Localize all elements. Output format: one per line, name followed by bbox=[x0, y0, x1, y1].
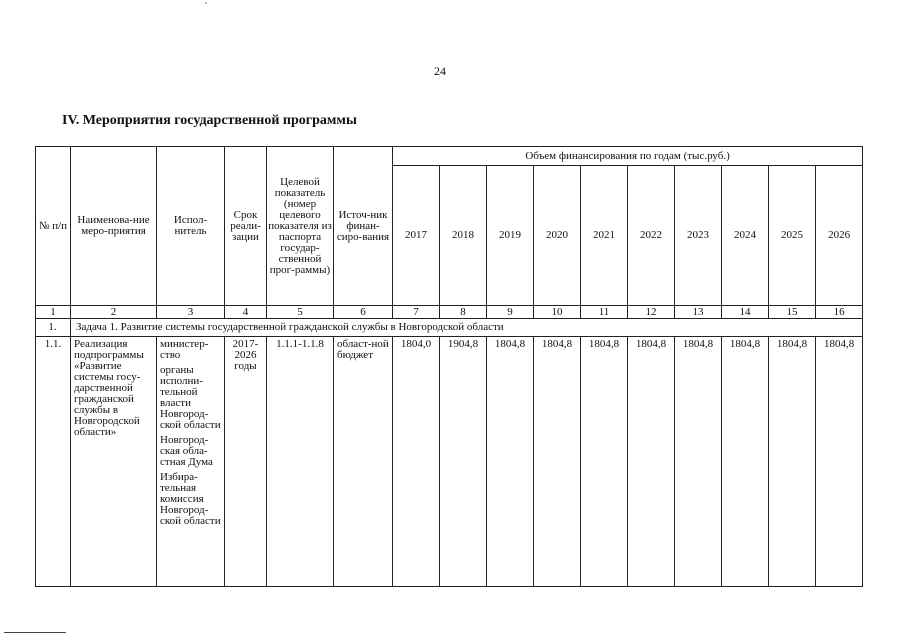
header-target-indicator: Целевой показатель (номер целевого показателя из паспорта государ-ственной прог-раммы) bbox=[267, 147, 334, 306]
header-year: 2026 bbox=[816, 166, 863, 306]
funding-2026: 1804,8 bbox=[816, 337, 863, 587]
header-year: 2023 bbox=[675, 166, 722, 306]
header-year: 2020 bbox=[534, 166, 581, 306]
scan-artifact-line bbox=[4, 632, 66, 633]
header-year: 2021 bbox=[581, 166, 628, 306]
funding-2021: 1804,8 bbox=[581, 337, 628, 587]
header-year: 2022 bbox=[628, 166, 675, 306]
task-number: 1. bbox=[36, 319, 71, 337]
header-year: 2024 bbox=[722, 166, 769, 306]
header-year: 2018 bbox=[440, 166, 487, 306]
executor-item: Новгород-ская обла-стная Дума bbox=[160, 434, 213, 468]
column-number: 15 bbox=[769, 306, 816, 319]
section-heading: IV. Мероприятия государственной программы bbox=[62, 113, 357, 128]
column-number: 4 bbox=[225, 306, 267, 319]
executor-item: Избира-тельная комиссия Новгород-ской области bbox=[160, 471, 221, 527]
implementation-term: 2017-2026 годы bbox=[225, 337, 267, 587]
row-number: 1.1. bbox=[36, 337, 71, 587]
funding-2023: 1804,8 bbox=[675, 337, 722, 587]
column-number: 8 bbox=[440, 306, 487, 319]
column-number: 3 bbox=[157, 306, 225, 319]
header-measure-name: Наименова-ние меро-приятия bbox=[71, 147, 157, 306]
header-year: 2019 bbox=[487, 166, 534, 306]
column-number: 6 bbox=[334, 306, 393, 319]
measure-name: Реализация подпрограммы «Развитие системы госу-дарственной гражданской службы в Новгородской области» bbox=[71, 337, 157, 587]
header-funding-group: Объем финансирования по годам (тыс.руб.) bbox=[393, 147, 863, 166]
column-number: 1 bbox=[36, 306, 71, 319]
executor-item: органы исполни-тельной власти Новгород-ской области bbox=[160, 364, 221, 431]
funding-2020: 1804,8 bbox=[534, 337, 581, 587]
funding-2019: 1804,8 bbox=[487, 337, 534, 587]
column-number: 16 bbox=[816, 306, 863, 319]
column-number: 13 bbox=[675, 306, 722, 319]
header-number: № п/п bbox=[36, 147, 71, 306]
column-number: 14 bbox=[722, 306, 769, 319]
scan-artifact-dot bbox=[205, 2, 207, 4]
page-number: 24 bbox=[434, 64, 446, 78]
target-indicator: 1.1.1-1.1.8 bbox=[267, 337, 334, 587]
executor-list bbox=[157, 337, 225, 587]
header-executor: Испол-нитель bbox=[157, 147, 225, 306]
column-number: 11 bbox=[581, 306, 628, 319]
funding-2025: 1804,8 bbox=[769, 337, 816, 587]
table-row bbox=[36, 337, 863, 587]
column-number: 2 bbox=[71, 306, 157, 319]
funding-source: област-ной бюджет bbox=[334, 337, 393, 587]
task-title: Задача 1. Развитие системы государственной гражданской службы в Новгородской области bbox=[71, 319, 863, 337]
funding-2018: 1904,8 bbox=[440, 337, 487, 587]
executor-item: министер-ство bbox=[160, 338, 209, 361]
measures-table bbox=[35, 146, 863, 587]
header-term: Срок реали-зации bbox=[225, 147, 267, 306]
header-year: 2025 bbox=[769, 166, 816, 306]
header-funding-source: Источ-ник финан-сиро-вания bbox=[334, 147, 393, 306]
column-number: 12 bbox=[628, 306, 675, 319]
funding-2017: 1804,0 bbox=[393, 337, 440, 587]
column-number: 10 bbox=[534, 306, 581, 319]
column-number: 7 bbox=[393, 306, 440, 319]
funding-2022: 1804,8 bbox=[628, 337, 675, 587]
column-number: 5 bbox=[267, 306, 334, 319]
funding-2024: 1804,8 bbox=[722, 337, 769, 587]
header-year: 2017 bbox=[393, 166, 440, 306]
column-number: 9 bbox=[487, 306, 534, 319]
